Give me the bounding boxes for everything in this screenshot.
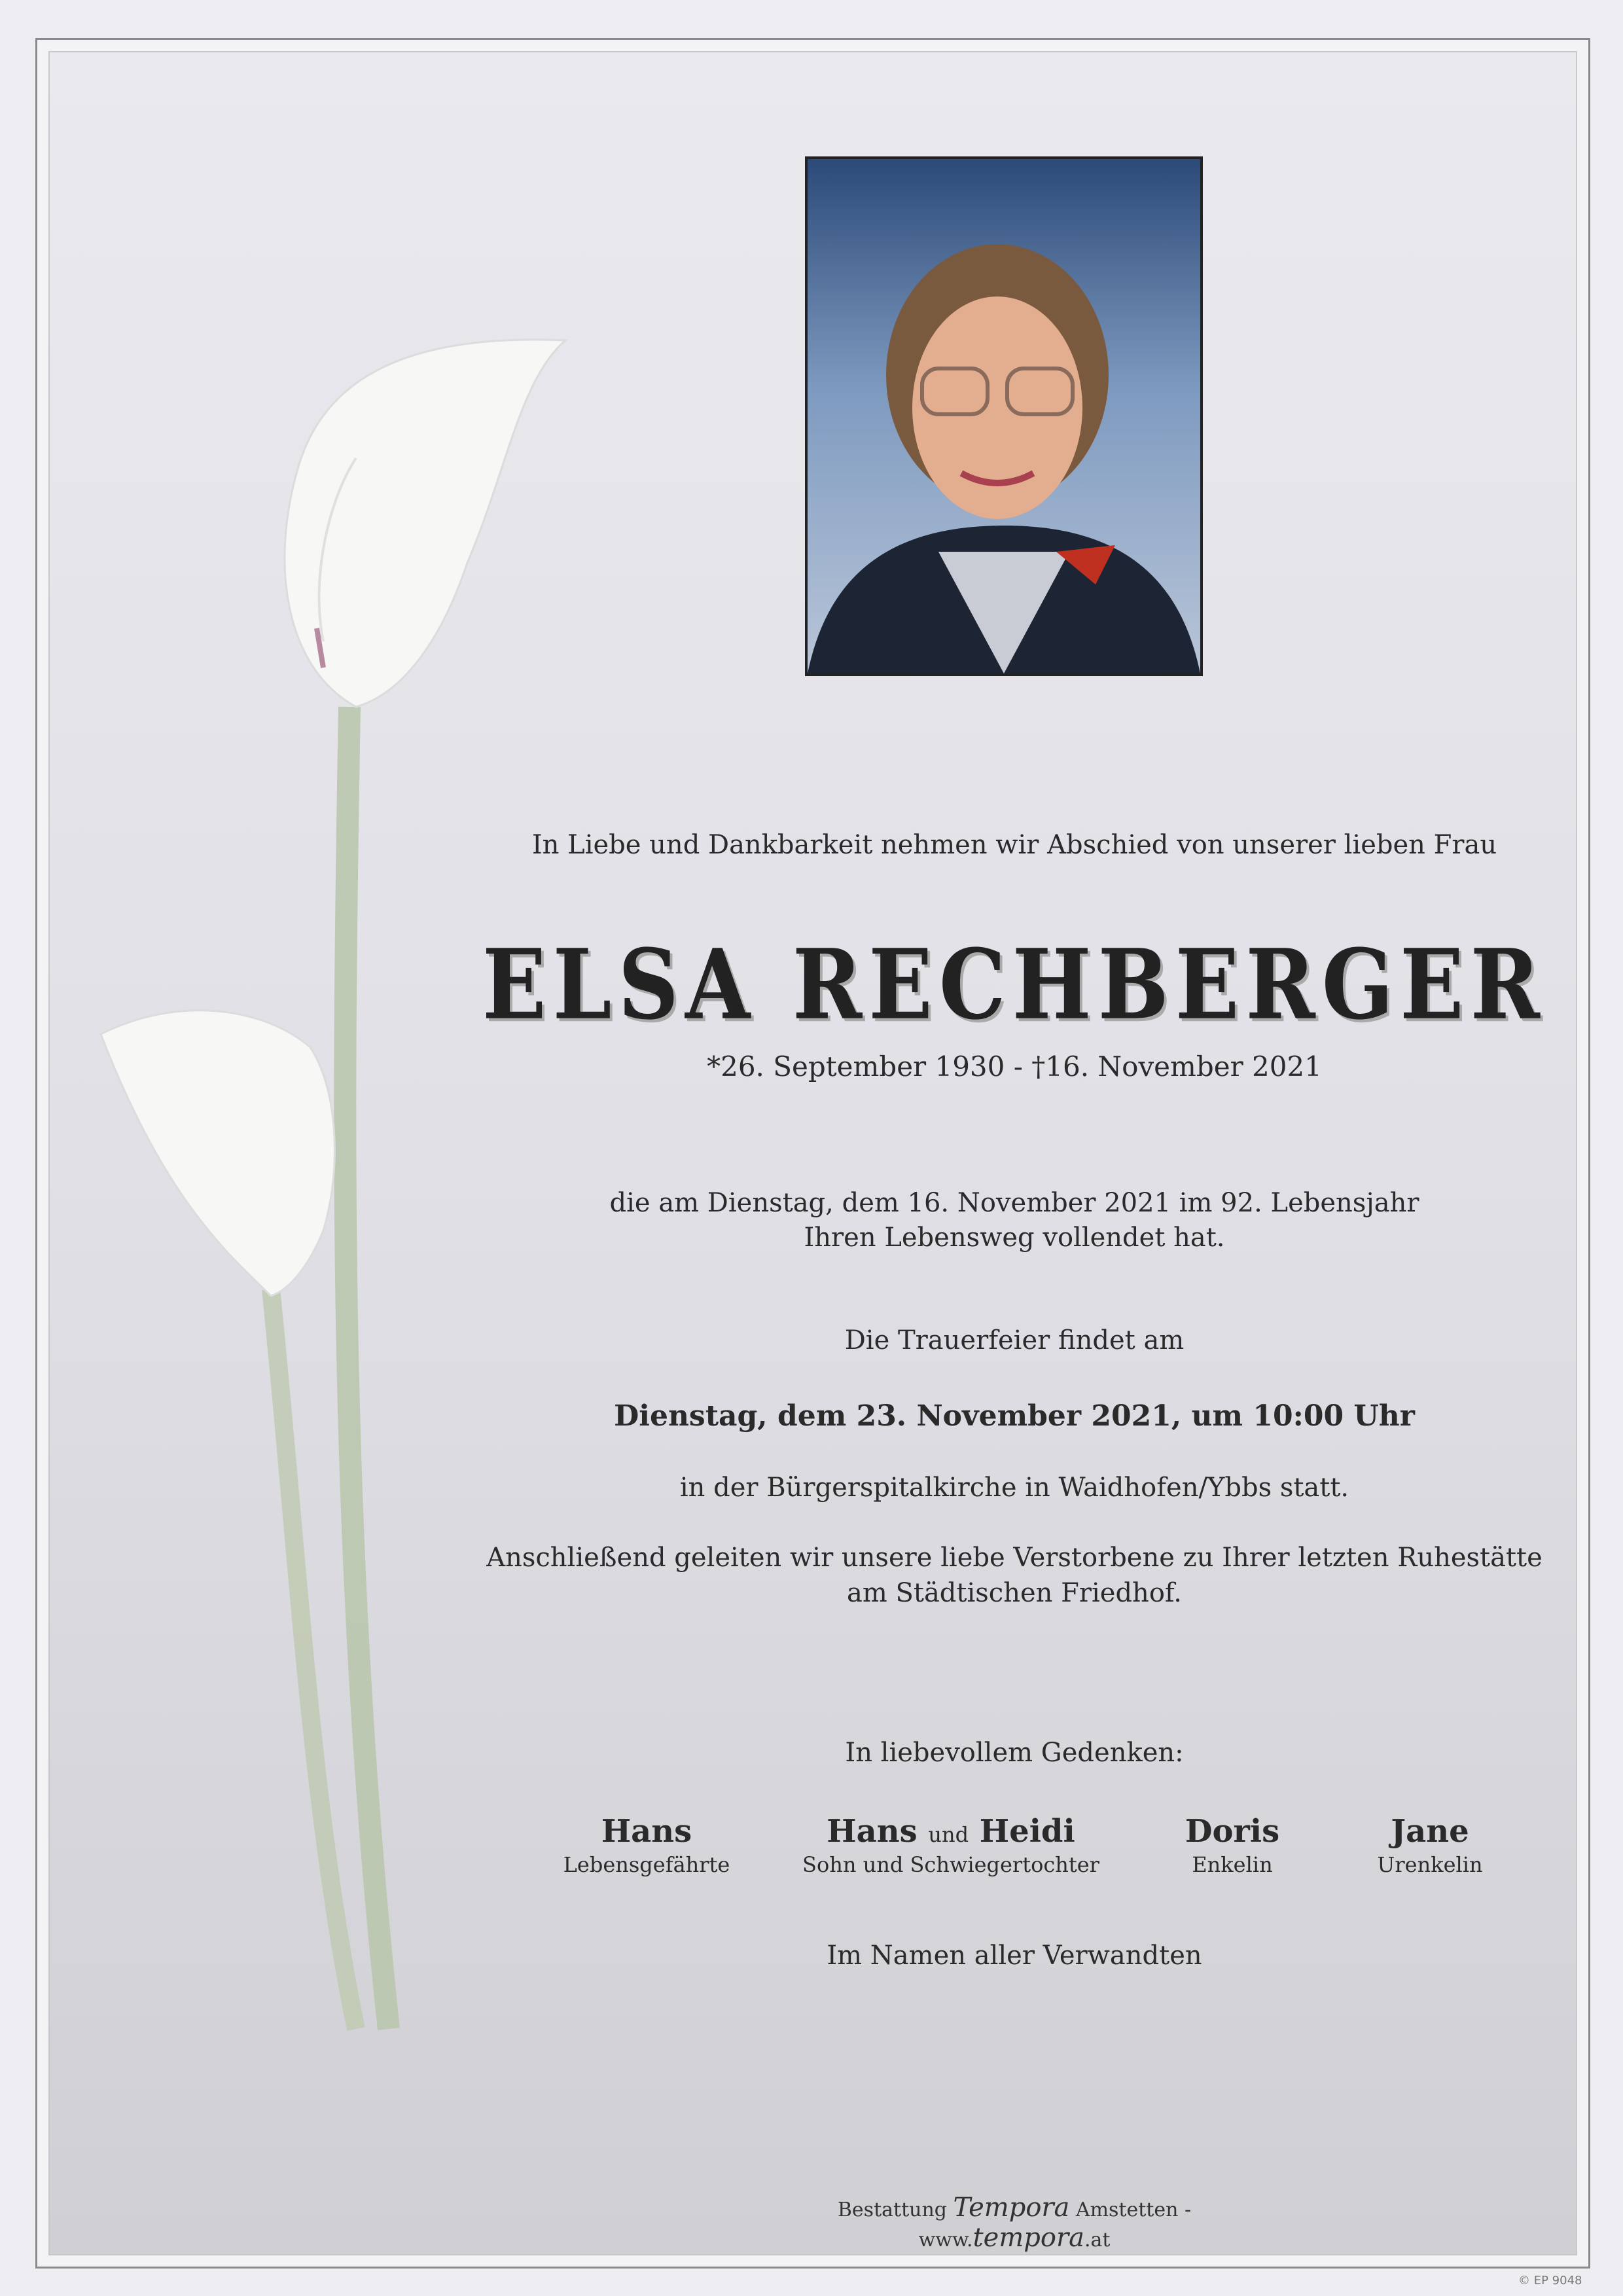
- ceremony-date: Dienstag, dem 23. November 2021, um 10:00 Uhr: [614, 1399, 1415, 1433]
- mourner: [1266, 1813, 1594, 1877]
- mourner-role: Enkelin: [1192, 1852, 1273, 1877]
- footer-middle: Amstetten - www.: [918, 2198, 1192, 2251]
- mourner-name: [787, 1813, 1115, 1850]
- mourner-name-1: Hans: [827, 1813, 918, 1850]
- closing-text: Im Namen aller Verwandten: [827, 1941, 1202, 1971]
- footer-brand-url: tempora: [972, 2223, 1084, 2253]
- ceremony-intro: Die Trauerfeier findet am: [844, 1325, 1185, 1355]
- portrait-photo: [805, 156, 1203, 676]
- burial-line-2: am Städtischen Friedhof.: [846, 1578, 1182, 1608]
- death-line-2: Ihren Lebensweg vollendet hat.: [804, 1223, 1225, 1253]
- copyright: © EP 9048: [1518, 2274, 1582, 2287]
- footer-prefix: Bestattung: [837, 2198, 947, 2221]
- mourner-name: Jane: [1391, 1813, 1469, 1850]
- footer-brand: Tempora: [953, 2193, 1070, 2223]
- calla-lily-illustration: [48, 301, 637, 2068]
- remembrance-heading: In liebevollem Gedenken:: [845, 1738, 1184, 1768]
- deceased-name: ELSA RECHBERGER: [482, 928, 1546, 1042]
- mourner-name: Hans: [601, 1813, 692, 1850]
- mourner-name-2: Heidi: [979, 1813, 1075, 1850]
- death-line-1: die am Dienstag, dem 16. November 2021 im 92. Lebensjahr: [609, 1188, 1419, 1218]
- mourner-role: Lebensgefährte: [563, 1852, 730, 1877]
- portrait-figure: [808, 159, 1200, 673]
- life-dates: *26. September 1930 - †16. November 2021: [707, 1050, 1322, 1083]
- footer-suffix: .at: [1084, 2229, 1111, 2251]
- mourner-name: Doris: [1185, 1813, 1280, 1850]
- funeral-home-footer: [753, 2193, 1276, 2253]
- ceremony-place: in der Bürgerspitalkirche in Waidhofen/Ybbs statt.: [679, 1473, 1349, 1503]
- intro-text: In Liebe und Dankbarkeit nehmen wir Abschied von unserer lieben Frau: [531, 830, 1497, 860]
- mourner-role: Sohn und Schwiegertochter: [802, 1852, 1099, 1877]
- mourner-role: Urenkelin: [1377, 1852, 1483, 1877]
- mourner: [483, 1813, 810, 1877]
- burial-line-1: Anschließend geleiten wir unsere liebe Verstorbene zu Ihrer letzten Ruhestätte: [486, 1543, 1543, 1573]
- mourner: [787, 1813, 1115, 1877]
- mourner-und: und: [928, 1822, 969, 1847]
